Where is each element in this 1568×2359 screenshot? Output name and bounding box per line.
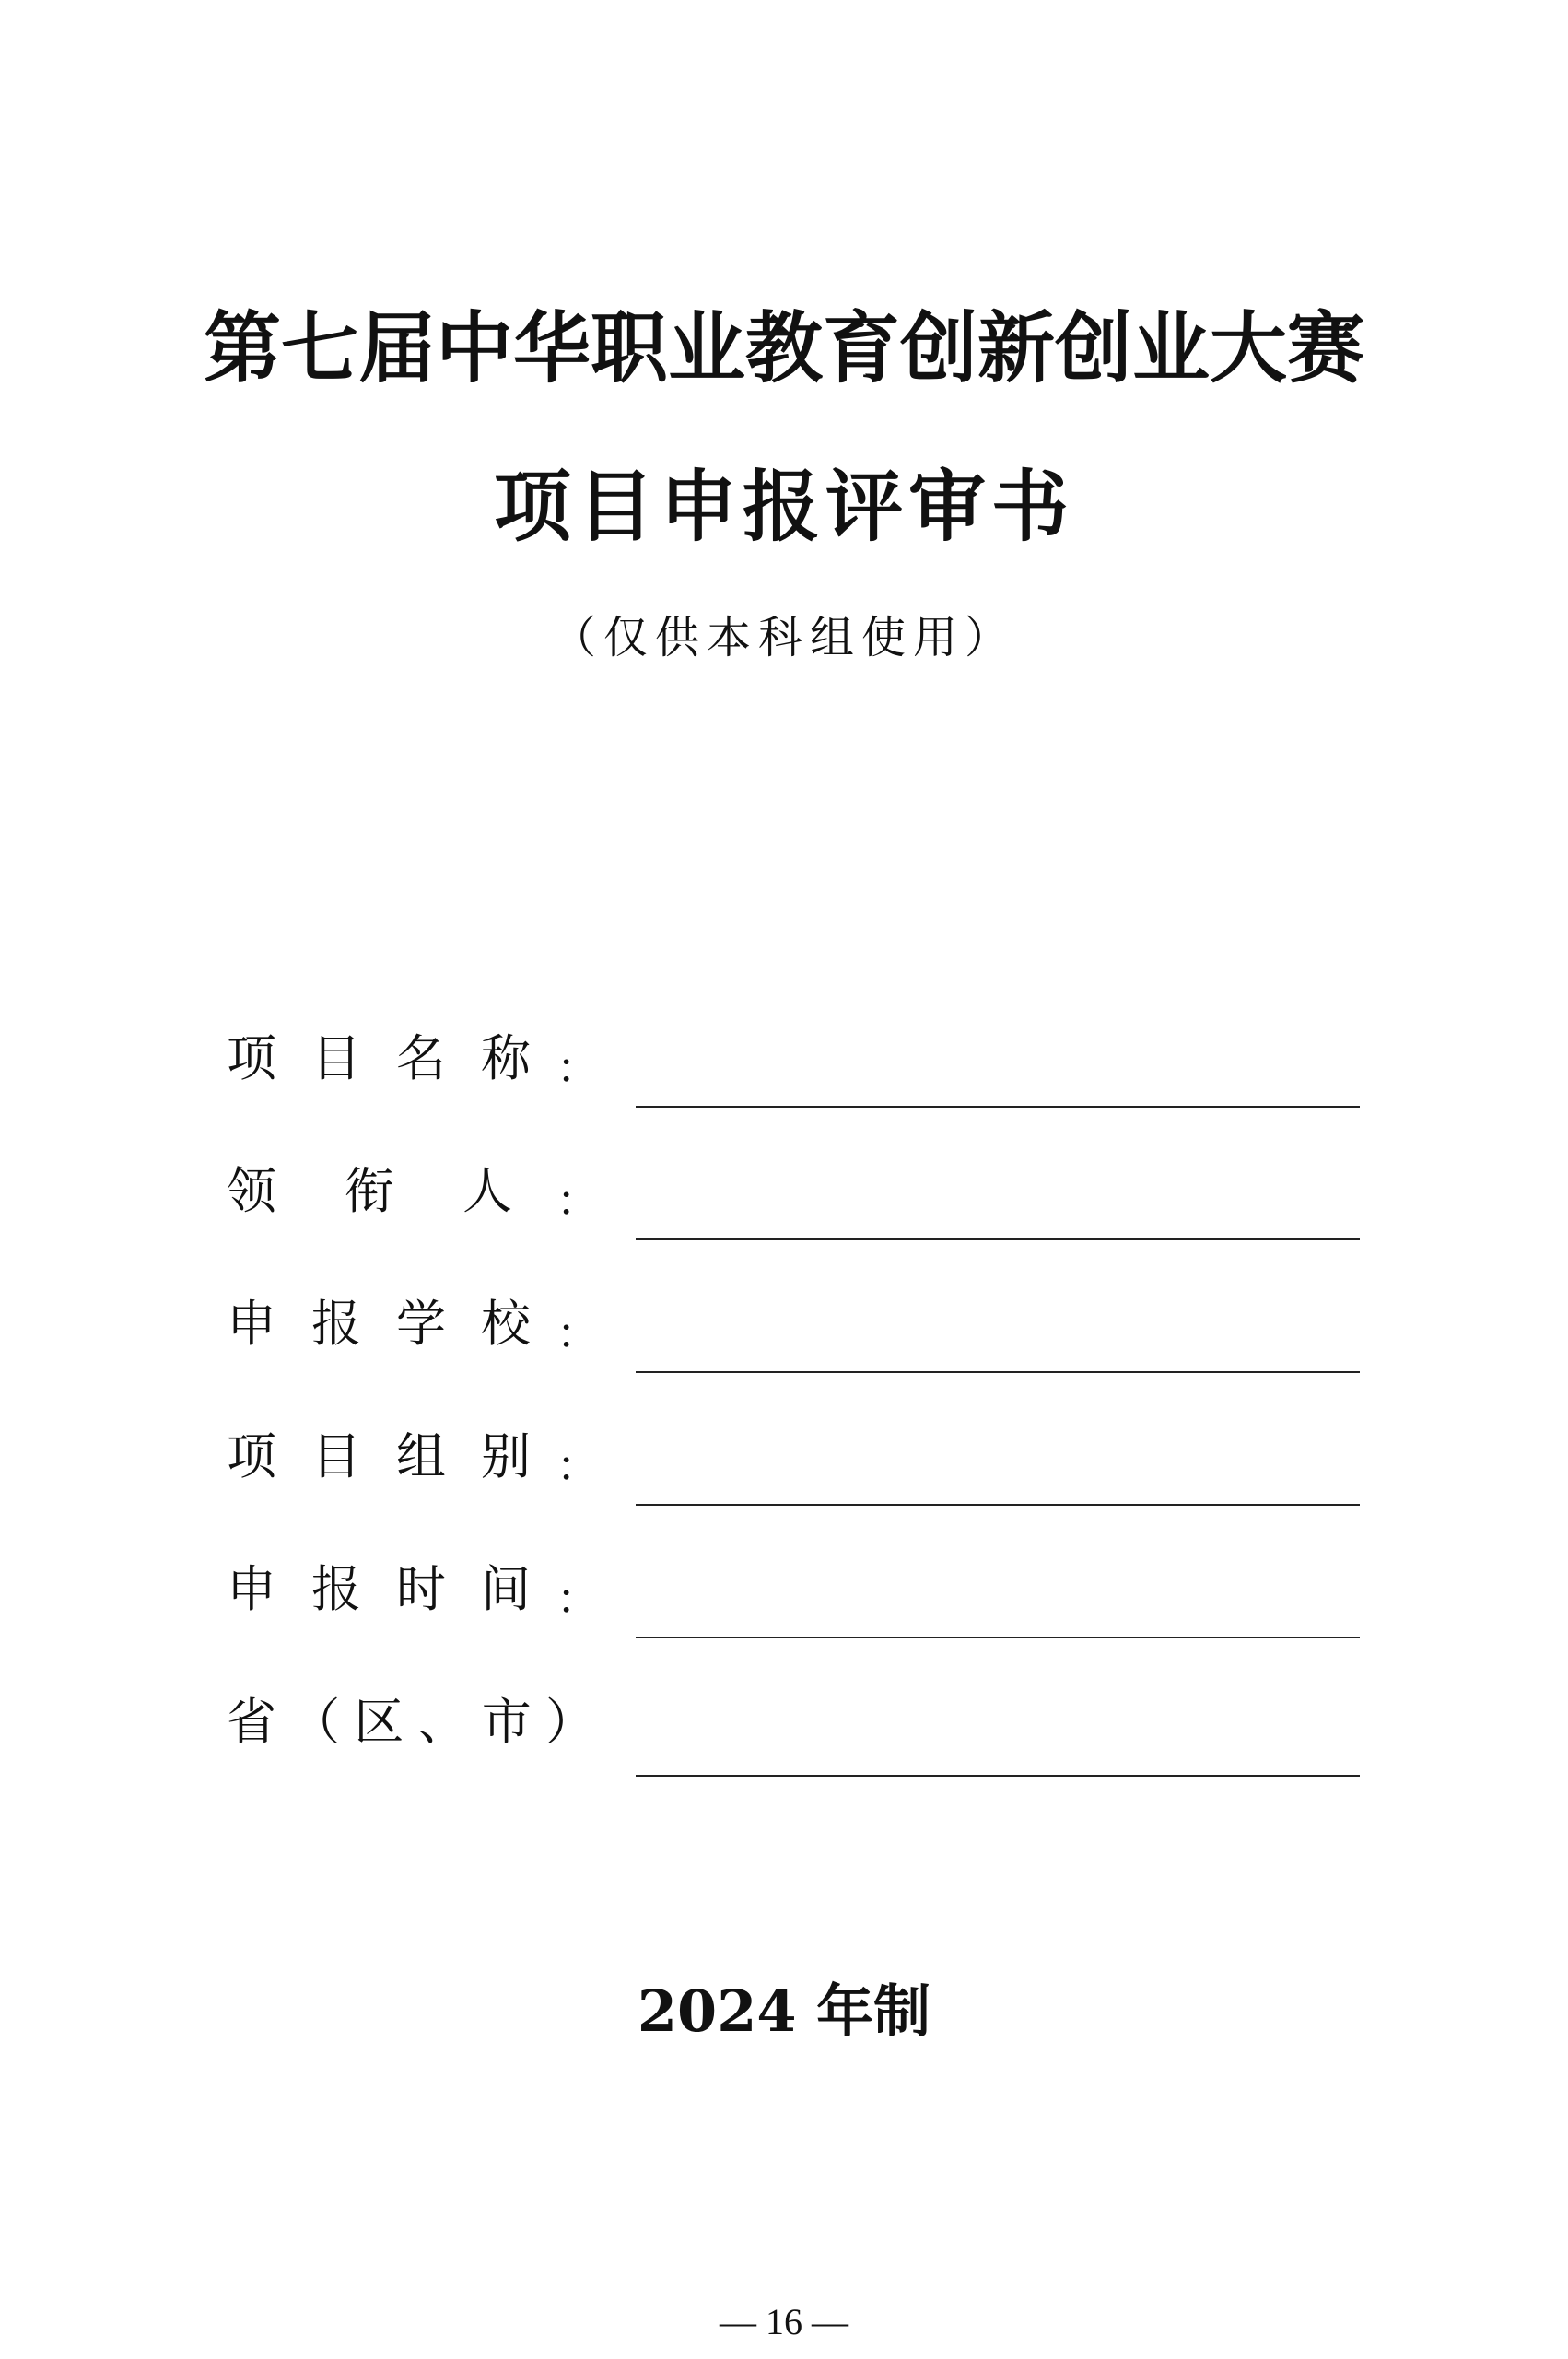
label-char: 项	[227, 1029, 276, 1087]
label-char: 目	[311, 1427, 361, 1485]
label-char: 、	[417, 1693, 468, 1751]
form-row-project-name	[227, 1029, 1360, 1135]
label-char: 间	[481, 1560, 531, 1618]
date-field[interactable]	[636, 1637, 1360, 1638]
form-colon: ：	[556, 1043, 599, 1093]
label-char: 衔	[345, 1162, 394, 1220]
form-colon: ：	[556, 1441, 599, 1491]
form-row-group	[227, 1427, 1360, 1533]
label-char: 组	[396, 1427, 446, 1485]
form-label-school	[227, 1295, 531, 1353]
label-char: 项	[227, 1427, 276, 1485]
label-char: 领	[227, 1162, 276, 1220]
label-char: 人	[462, 1162, 512, 1220]
form-label-province	[227, 1693, 595, 1751]
form-label-group	[227, 1427, 531, 1485]
label-char: 报	[311, 1295, 361, 1353]
page-number: — 16 —	[720, 2301, 848, 2342]
form-row-leader	[227, 1162, 1360, 1268]
label-char: 区	[354, 1693, 404, 1751]
form-row-school	[227, 1295, 1360, 1401]
form-label-leader	[227, 1162, 512, 1220]
label-char: 报	[311, 1560, 361, 1618]
group-field[interactable]	[636, 1504, 1360, 1506]
label-char: 申	[227, 1560, 276, 1618]
label-char: 省	[227, 1693, 276, 1751]
label-char: 市	[481, 1693, 532, 1751]
document-title-line-2: 项目申报评审书	[493, 461, 1074, 552]
project-name-field[interactable]	[636, 1106, 1360, 1108]
leader-field[interactable]	[636, 1238, 1360, 1240]
label-char: 目	[311, 1029, 361, 1087]
label-char: 学	[396, 1295, 446, 1353]
form-row-province	[227, 1693, 1360, 1799]
school-field[interactable]	[636, 1371, 1360, 1373]
form-row-date	[227, 1560, 1360, 1666]
label-char: 名	[396, 1029, 446, 1087]
year-made: 2024 年制	[637, 1978, 931, 2045]
province-field[interactable]	[636, 1775, 1360, 1777]
label-char: 申	[227, 1295, 276, 1353]
label-char: 别	[481, 1427, 531, 1485]
label-char: （	[290, 1693, 341, 1751]
document-title-line-1: 第七届中华职业教育创新创业大赛	[203, 302, 1364, 393]
label-char: 时	[396, 1560, 446, 1618]
label-char: 校	[481, 1295, 531, 1353]
form-colon: ：	[556, 1574, 599, 1624]
form-colon: ：	[556, 1176, 599, 1226]
label-char: ）	[544, 1693, 595, 1751]
form-colon: ：	[556, 1309, 599, 1358]
form-label-date	[227, 1560, 531, 1618]
form-label-project-name	[227, 1029, 531, 1087]
label-char: 称	[481, 1029, 531, 1087]
document-subtitle: （仅供本科组使用）	[551, 612, 1016, 663]
